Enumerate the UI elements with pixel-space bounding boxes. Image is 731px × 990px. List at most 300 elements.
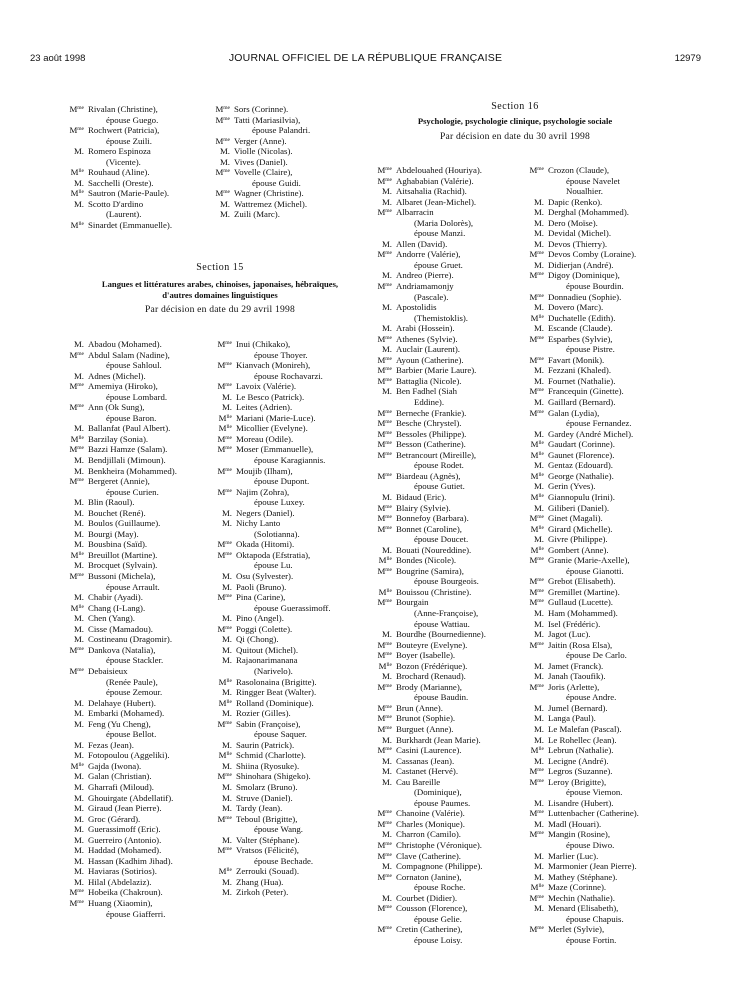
section-title: Section 16 <box>491 101 539 112</box>
page-number: 12979 <box>674 53 701 64</box>
person-name: Brun (Anne). <box>396 702 443 713</box>
list-entry <box>370 429 525 440</box>
person-name: Ringger Beat (Walter). <box>236 687 317 698</box>
person-name: Ben Fadhel (Siah <box>396 386 458 397</box>
list-entry <box>370 650 525 661</box>
civility-title: M. <box>73 177 84 188</box>
list-entry <box>210 550 360 571</box>
list-entry <box>522 893 692 904</box>
person-name: Bergeret (Annie), <box>88 476 150 487</box>
list-entry <box>210 582 360 593</box>
civility-title: M. <box>533 629 544 640</box>
list-entry <box>370 418 525 429</box>
name-continuation: épouse Doucet. <box>414 534 469 545</box>
list-entry <box>522 313 692 324</box>
civility-title: $M^{me}$ <box>529 576 544 587</box>
civility-title: $M^{me}$ <box>377 818 392 829</box>
civility-title: $M^{me}$ <box>377 565 392 576</box>
list-entry <box>522 819 692 830</box>
person-name: Favart (Monik). <box>548 354 605 365</box>
list-entry <box>210 634 360 645</box>
person-name: Ann (Ok Sung), <box>88 402 145 413</box>
person-name: Gentaz (Edouard). <box>548 460 613 471</box>
list-entry <box>62 571 212 592</box>
name-continuation: épouse Thoyer. <box>254 349 308 360</box>
civility-title: $M^{me}$ <box>377 281 392 292</box>
person-name: Girard (Michelle). <box>548 523 613 534</box>
civility-title: $M^{me}$ <box>529 808 544 819</box>
list-entry <box>522 808 692 819</box>
civility-title: $M^{me}$ <box>529 270 544 281</box>
civility-title: M. <box>73 423 84 434</box>
list-entry <box>370 197 525 208</box>
name-continuation: épouse Bourdin. <box>566 281 624 292</box>
list-entry <box>210 413 360 424</box>
person-name: Granie (Marie-Axelle), <box>548 555 630 566</box>
civility-title: $M^{me}$ <box>377 924 392 935</box>
list-entry <box>522 260 692 271</box>
civility-title: M. <box>73 146 84 157</box>
list-entry <box>370 661 525 672</box>
name-continuation: épouse Gelie. <box>414 913 462 924</box>
list-entry <box>62 814 212 825</box>
civility-title: $M^{me}$ <box>377 702 392 713</box>
list-entry <box>522 323 692 334</box>
person-name: Verger (Anne). <box>234 135 287 146</box>
list-entry <box>522 207 692 218</box>
list-entry <box>62 856 212 867</box>
list-entry <box>62 645 212 666</box>
list-entry <box>522 872 692 883</box>
civility-title: $M^{me}$ <box>529 681 544 692</box>
person-name: Battaglia (Nicole). <box>396 375 462 386</box>
name-continuation: Noualhier. <box>566 186 603 197</box>
person-name: Andorre (Valérie), <box>396 249 461 260</box>
column-top-b <box>208 104 358 220</box>
name-continuation: épouse Giafferri. <box>106 908 166 919</box>
person-name: Zerrouki (Souad). <box>236 866 300 877</box>
list-entry <box>370 808 525 819</box>
list-entry <box>62 339 212 350</box>
list-entry <box>62 350 212 371</box>
list-entry <box>62 866 212 877</box>
list-entry <box>522 334 692 355</box>
civility-title: M. <box>533 818 544 829</box>
column-section15-b <box>210 339 360 898</box>
person-name: Berneche (Frankie). <box>396 407 467 418</box>
name-continuation: épouse Dupont. <box>254 476 310 487</box>
list-entry <box>62 466 212 477</box>
person-name: Romero Espinoza <box>88 146 151 157</box>
name-continuation: épouse Zuili. <box>106 135 152 146</box>
person-name: Besche (Chrystel). <box>396 418 462 429</box>
list-entry <box>210 392 360 403</box>
civility-title: $M^{me}$ <box>529 386 544 397</box>
civility-title: $M^{lle}$ <box>70 760 84 771</box>
name-continuation: épouse De Carlo. <box>566 650 627 661</box>
civility-title: M. <box>381 829 392 840</box>
person-name: Bousbina (Saïd). <box>88 539 148 550</box>
list-entry <box>62 592 212 603</box>
person-name: Bessoles (Philippe). <box>396 428 467 439</box>
list-entry <box>62 550 212 561</box>
list-entry <box>62 845 212 856</box>
list-entry <box>210 677 360 688</box>
civility-title: $M^{lle}$ <box>378 586 392 597</box>
list-entry <box>208 104 358 115</box>
person-name: Aitsahalia (Rachid). <box>396 186 467 197</box>
civility-title: $M^{lle}$ <box>530 491 544 502</box>
name-continuation: épouse Gruet. <box>414 259 463 270</box>
person-name: Bendjillali (Mimoun). <box>88 455 166 466</box>
person-name: Le Besco (Patrick). <box>236 391 305 402</box>
list-entry <box>522 629 692 640</box>
list-entry <box>62 188 212 199</box>
list-entry <box>370 344 525 355</box>
person-name: Gaudart (Corinne). <box>548 439 615 450</box>
section-decision: Par décision en date du 30 avril 1998 <box>440 130 590 142</box>
person-name: Bidaud (Eric). <box>396 491 447 502</box>
list-entry <box>210 698 360 709</box>
person-name: Giannopulu (Irini). <box>548 491 615 502</box>
list-entry <box>370 840 525 851</box>
list-entry <box>62 434 212 445</box>
name-continuation: épouse Baudin. <box>414 692 469 703</box>
civility-title: $M^{me}$ <box>377 175 392 186</box>
person-name: Brocquet (Sylvain). <box>88 560 158 571</box>
civility-title: $M^{me}$ <box>529 333 544 344</box>
person-name: Moujib (Ilham), <box>236 465 293 476</box>
list-entry <box>370 323 525 334</box>
list-entry <box>210 750 360 761</box>
person-name: Chabir (Ayadi). <box>88 592 143 603</box>
list-entry <box>208 115 358 136</box>
list-entry <box>522 218 692 229</box>
person-name: Hilal (Abdelaziz). <box>88 876 152 887</box>
person-name: Shiina (Ryosuke). <box>236 760 300 771</box>
person-name: Groc (Gérard). <box>88 813 141 824</box>
list-entry <box>62 603 212 614</box>
person-name: Lisandre (Hubert). <box>548 797 614 808</box>
civility-title: M. <box>533 502 544 513</box>
person-name: Wagner (Christine). <box>234 188 304 199</box>
civility-title: M. <box>73 455 84 466</box>
civility-title: $M^{me}$ <box>217 813 232 824</box>
civility-title: $M^{me}$ <box>529 766 544 777</box>
person-name: Fournet (Nathalie). <box>548 375 616 386</box>
list-entry <box>62 793 212 804</box>
list-entry <box>370 503 525 514</box>
person-name: Boyer (Isabelle). <box>396 650 456 661</box>
civility-title: $M^{me}$ <box>377 850 392 861</box>
person-name: Moser (Emmanuelle), <box>236 444 314 455</box>
list-entry <box>522 735 692 746</box>
civility-title: M. <box>533 375 544 386</box>
name-continuation: épouse Luxey. <box>254 497 305 508</box>
list-entry <box>62 220 212 231</box>
civility-title: M. <box>533 534 544 545</box>
civility-title: M. <box>381 344 392 355</box>
list-entry <box>370 861 525 872</box>
person-name: Bussoni (Michela), <box>88 571 156 582</box>
person-name: Pina (Carine), <box>236 592 286 603</box>
civility-title: M. <box>219 146 230 157</box>
list-entry <box>370 281 525 302</box>
person-name: Zirkoh (Peter). <box>236 887 289 898</box>
list-entry <box>522 555 692 576</box>
column-section16-b <box>522 165 692 945</box>
person-name: Brochard (Renaud). <box>396 671 466 682</box>
civility-title: $M^{me}$ <box>217 718 232 729</box>
civility-title: $M^{me}$ <box>217 539 232 550</box>
person-name: Brunot (Sophie). <box>396 713 456 724</box>
civility-title: $M^{me}$ <box>69 665 84 676</box>
civility-title: M. <box>533 481 544 492</box>
name-continuation: épouse Navelet <box>566 175 620 186</box>
list-entry <box>210 508 360 519</box>
name-continuation: épouse Guidi. <box>252 177 301 188</box>
list-entry <box>522 534 692 545</box>
name-continuation: (Laurent). <box>106 209 142 220</box>
civility-title: M. <box>381 270 392 281</box>
list-entry <box>210 571 360 582</box>
civility-title: $M^{lle}$ <box>530 449 544 460</box>
person-name: Lebrun (Nathalie). <box>548 745 614 756</box>
list-entry <box>522 471 692 482</box>
person-name: Duchatelle (Edith). <box>548 312 616 323</box>
person-name: Bougrine (Samira), <box>396 565 464 576</box>
civility-title: $M^{me}$ <box>377 207 392 218</box>
list-entry <box>208 136 358 147</box>
list-entry <box>208 188 358 199</box>
name-continuation: (Renée Paule), <box>106 676 158 687</box>
list-entry <box>62 539 212 550</box>
person-name: Biardeau (Agnès), <box>396 470 461 481</box>
civility-title: $M^{lle}$ <box>530 544 544 555</box>
civility-title: $M^{me}$ <box>217 360 232 371</box>
person-name: Micollier (Evelyne). <box>236 423 308 434</box>
person-name: Sautron (Marie-Paule). <box>88 188 170 199</box>
person-name: Chanoine (Valérie). <box>396 808 465 819</box>
person-name: Guerreiro (Antonio). <box>88 834 162 845</box>
name-continuation: (Pascale). <box>414 291 449 302</box>
civility-title: $M^{me}$ <box>217 465 232 476</box>
list-entry <box>62 824 212 835</box>
person-name: Marlier (Luc). <box>548 850 599 861</box>
civility-title: $M^{lle}$ <box>218 423 232 434</box>
civility-title: $M^{me}$ <box>215 188 230 199</box>
person-name: Rasolonaina (Brigitte). <box>236 676 317 687</box>
person-name: Zuili (Marc). <box>234 209 280 220</box>
person-name: Bondes (Nicole). <box>396 555 457 566</box>
civility-title: $M^{me}$ <box>377 723 392 734</box>
person-name: Struve (Daniel). <box>236 792 293 803</box>
civility-title: M. <box>221 760 232 771</box>
civility-title: M. <box>73 708 84 719</box>
person-name: Cretin (Catherine), <box>396 924 463 935</box>
person-name: Rouhaud (Aline). <box>88 167 150 178</box>
name-continuation: épouse Bellot. <box>106 729 157 740</box>
civility-title: $M^{me}$ <box>377 502 392 513</box>
civility-title: M. <box>381 766 392 777</box>
person-name: Giliberi (Daniel). <box>548 502 610 513</box>
civility-title: $M^{me}$ <box>377 713 392 724</box>
name-continuation: épouse Guego. <box>106 114 159 125</box>
person-name: Vratsos (Félicité), <box>236 845 299 856</box>
list-entry <box>370 745 525 756</box>
civility-title: $M^{me}$ <box>69 571 84 582</box>
list-entry <box>210 814 360 835</box>
list-entry <box>370 408 525 419</box>
person-name: Menard (Elisabeth), <box>548 903 619 914</box>
person-name: Grebot (Elisabeth). <box>548 576 616 587</box>
civility-title: M. <box>221 876 232 887</box>
person-name: Jumel (Bernard). <box>548 702 608 713</box>
person-name: Cornaton (Janine), <box>396 871 462 882</box>
civility-title: $M^{lle}$ <box>530 312 544 323</box>
civility-title: M. <box>73 613 84 624</box>
list-entry <box>62 613 212 624</box>
list-entry <box>522 545 692 556</box>
person-name: Esparbes (Sylvie), <box>548 333 613 344</box>
list-entry <box>370 682 525 703</box>
list-entry <box>370 566 525 587</box>
civility-title: M. <box>221 792 232 803</box>
list-entry <box>62 508 212 519</box>
person-name: Bourgi (May). <box>88 528 139 539</box>
person-name: Crozon (Claude), <box>548 165 610 175</box>
civility-title: M. <box>219 156 230 167</box>
civility-title: $M^{me}$ <box>217 549 232 560</box>
person-name: Mangin (Rosine), <box>548 829 611 840</box>
list-entry <box>370 629 525 640</box>
person-name: Zhang (Hua). <box>236 876 284 887</box>
list-entry <box>522 197 692 208</box>
person-name: Kianvach (Monireh), <box>236 360 311 371</box>
civility-title: $M^{me}$ <box>529 165 544 175</box>
person-name: Arabi (Hossein). <box>396 323 455 334</box>
person-name: Auclair (Laurent). <box>396 344 460 355</box>
civility-title: $M^{lle}$ <box>70 188 84 199</box>
person-name: Ballanfat (Paul Albert). <box>88 423 171 434</box>
civility-title: M. <box>533 259 544 270</box>
name-continuation: épouse Pistre. <box>566 344 615 355</box>
person-name: Okada (Hitomi). <box>236 539 295 550</box>
list-entry <box>210 645 360 656</box>
person-name: Jagot (Luc). <box>548 629 591 640</box>
name-continuation: épouse Paumes. <box>414 797 471 808</box>
civility-title: M. <box>221 803 232 814</box>
list-entry <box>210 719 360 740</box>
list-entry <box>210 655 360 676</box>
civility-title: $M^{me}$ <box>529 892 544 903</box>
civility-title: M. <box>381 491 392 502</box>
person-name: Dankova (Natalia), <box>88 644 156 655</box>
civility-title: M. <box>221 887 232 898</box>
list-entry <box>370 671 525 682</box>
civility-title: M. <box>381 776 392 787</box>
list-entry <box>370 555 525 566</box>
civility-title: M. <box>381 196 392 207</box>
person-name: George (Nathalie). <box>548 470 614 481</box>
civility-title: $M^{me}$ <box>69 104 84 114</box>
civility-title: $M^{me}$ <box>377 407 392 418</box>
list-entry <box>522 724 692 735</box>
list-entry <box>370 270 525 281</box>
list-entry <box>522 503 692 514</box>
civility-title: $M^{me}$ <box>69 476 84 487</box>
person-name: Charles (Monique). <box>396 818 465 829</box>
name-continuation: épouse Stackler. <box>106 655 164 666</box>
person-name: Teboul (Brigitte), <box>236 813 298 824</box>
person-name: Marmonier (Jean Pierre). <box>548 861 637 872</box>
name-continuation: (Maria Dolorès), <box>414 217 474 228</box>
list-entry <box>522 576 692 587</box>
person-name: Cassanas (Jean). <box>396 755 455 766</box>
civility-title: M. <box>221 507 232 518</box>
list-entry <box>522 450 692 461</box>
civility-title: $M^{lle}$ <box>378 660 392 671</box>
civility-title: $M^{me}$ <box>217 339 232 349</box>
list-entry <box>208 157 358 168</box>
list-entry <box>62 771 212 782</box>
civility-title: $M^{me}$ <box>377 165 392 175</box>
list-entry <box>210 360 360 381</box>
civility-title: M. <box>381 671 392 682</box>
list-entry <box>62 740 212 751</box>
list-entry <box>210 687 360 698</box>
person-name: Gaunet (Florence). <box>548 449 615 460</box>
list-entry <box>370 302 525 323</box>
list-entry <box>522 524 692 535</box>
list-entry <box>62 178 212 189</box>
civility-title: $M^{me}$ <box>215 114 230 125</box>
civility-title: M. <box>73 634 84 645</box>
civility-title: M. <box>73 592 84 603</box>
name-continuation: épouse Chapuis. <box>566 913 624 924</box>
list-entry <box>522 355 692 366</box>
person-name: Aghababian (Valérie). <box>396 175 474 186</box>
civility-title: $M^{me}$ <box>377 439 392 450</box>
person-name: Isel (Frédéric). <box>548 618 601 629</box>
person-name: Burkhardt (Jean Marie). <box>396 734 481 745</box>
person-name: Charron (Camilo). <box>396 829 461 840</box>
person-name: Sacchelli (Oreste). <box>88 177 154 188</box>
civility-title: $M^{me}$ <box>69 125 84 136</box>
list-entry <box>210 708 360 719</box>
list-entry <box>210 592 360 613</box>
civility-title: $M^{me}$ <box>377 375 392 386</box>
list-entry <box>62 497 212 508</box>
name-continuation: épouse Palandri. <box>252 125 311 136</box>
civility-title: M. <box>381 186 392 197</box>
person-name: Fotopoulou (Aggeliki). <box>88 750 170 761</box>
person-name: Luttenbacher (Catherine). <box>548 808 639 819</box>
civility-title: M. <box>73 739 84 750</box>
header-title: JOURNAL OFFICIEL DE LA RÉPUBLIQUE FRANÇAISE <box>228 52 503 64</box>
list-entry <box>62 444 212 455</box>
list-entry <box>210 402 360 413</box>
civility-title: $M^{me}$ <box>377 428 392 439</box>
civility-title: $M^{lle}$ <box>218 697 232 708</box>
person-name: Leroy (Brigitte), <box>548 776 607 787</box>
person-name: Christophe (Véronique). <box>396 840 482 850</box>
person-name: Andreo (Pierre). <box>396 270 454 281</box>
name-continuation: épouse Karagiannis. <box>254 455 326 466</box>
name-continuation: épouse Gianotti. <box>566 565 624 576</box>
person-name: Bourdhe (Bournedienne). <box>396 629 486 640</box>
person-name: Clave (Catherine). <box>396 850 461 861</box>
